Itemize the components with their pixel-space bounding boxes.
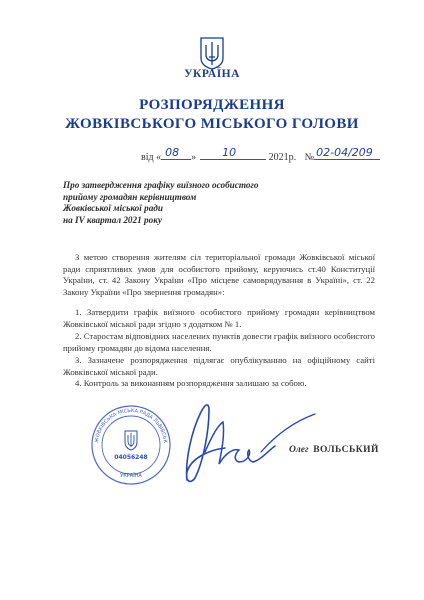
month-field — [200, 146, 266, 160]
number-field — [314, 146, 380, 160]
signer-surname: ВОЛЬСЬКИЙ — [313, 445, 379, 455]
number-value: 02-04/209 — [316, 146, 373, 159]
stamp-code: 04056248 — [114, 454, 148, 461]
handwritten-signature — [165, 392, 340, 492]
order-item-3: 3. Зазначене розпорядження підлягає опублікуванню на офіційному сайті Жовківської міської ради. — [63, 355, 375, 377]
order-item-2: 2. Старостам відповідних населених пунктів довести графік виїзного особистого прийому громадян до відома населення. — [63, 331, 375, 353]
coat-of-arms-icon — [199, 36, 225, 70]
stamp-outer-text: ЖОВКІВСЬКА МІСЬКА РАДА ЛЬВІВСЬК — [93, 407, 168, 444]
intro-paragraph: З метою створення жителям сіл територіальної громади Жовківської міської ради сприятливих умов для особистого прийому, керуючись ст.40 Конституції України, ст. 42 Закону України «Про місцеве самоврядування в Україні», ст. 22 Закону України «Про звернення громадян»: — [63, 252, 375, 297]
day-value: 08 — [165, 146, 180, 159]
order-item-1: 1. Затвердити графік виїзного особистого прийому громадян керівництвом Жовківської міської ради згідно з додатком № 1. — [63, 307, 375, 329]
svg-text:ЖОВКІВСЬКА МІСЬКА РАДА ЛЬВІВСЬ — [90, 404, 168, 444]
official-seal-stamp — [90, 404, 172, 486]
year-value: 2021р. — [268, 152, 297, 163]
date-prefix: від « — [141, 152, 162, 163]
document-type-title: РОЗПОРЯДЖЕННЯ — [139, 97, 285, 113]
number-prefix: № — [304, 152, 315, 163]
subject-line: на IV квартал 2021 року — [63, 214, 162, 225]
signer-name — [289, 445, 379, 455]
subject-line: Про затвердження графіку виїзного особистого — [63, 180, 259, 190]
month-value: 10 — [222, 146, 237, 159]
date-number-line — [141, 146, 380, 163]
subject-line: прийому громадян керівництвом — [63, 191, 197, 202]
country-name: УКРАЇНА — [184, 68, 240, 80]
day-field — [161, 146, 191, 160]
stamp-bottom-text: УКРАЇНА — [120, 473, 142, 479]
order-item-4: 4. Контроль за виконанням розпорядження залишаю за собою. — [75, 378, 307, 388]
subject-block — [63, 180, 263, 226]
date-quote-close: » — [191, 152, 197, 163]
issuer-title: ЖОВКІВСЬКОГО МІСЬКОГО ГОЛОВИ — [65, 116, 359, 132]
signer-first-name: Олег — [289, 445, 309, 455]
subject-line: Жовківської міської ради — [63, 203, 163, 214]
